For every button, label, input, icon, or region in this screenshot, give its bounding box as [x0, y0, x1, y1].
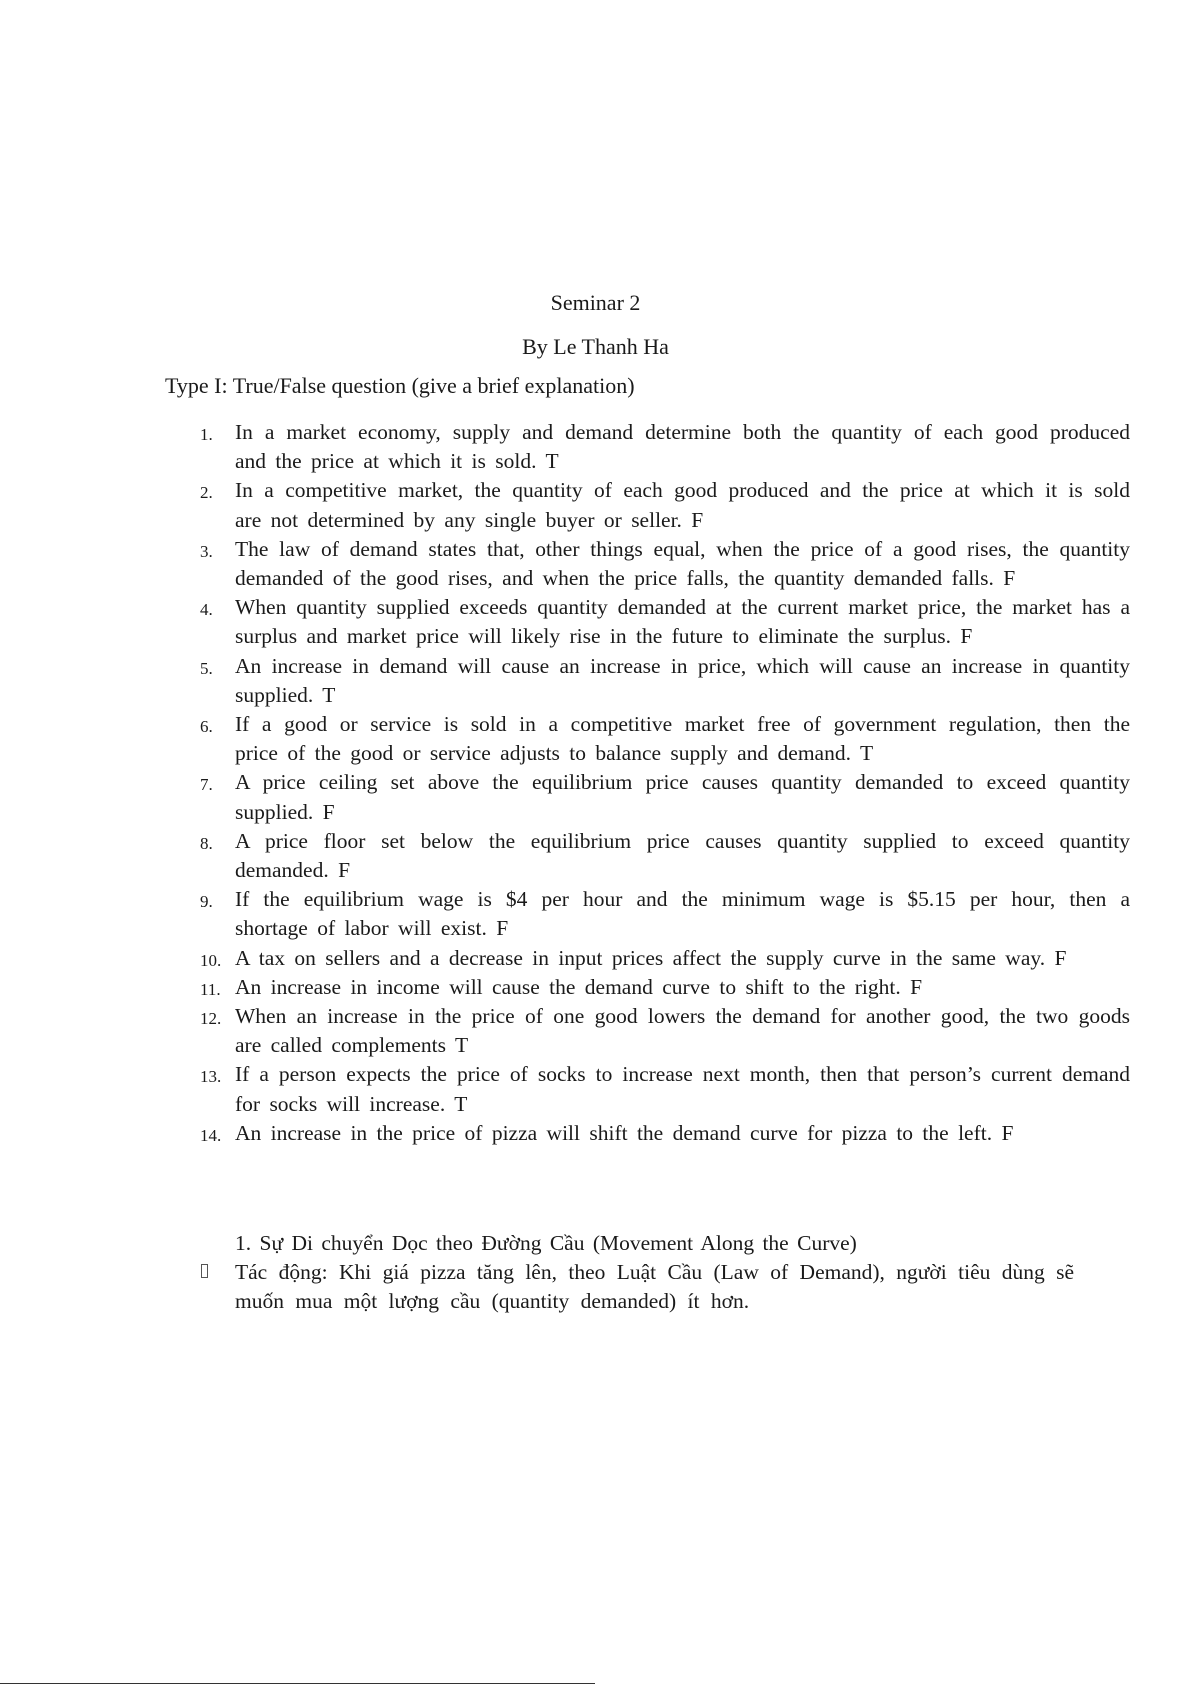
question-number: 4.: [200, 600, 213, 620]
question-item: [200, 710, 1130, 768]
question-number: 1.: [200, 425, 213, 444]
page-bottom-rule: [0, 1683, 595, 1684]
question-number: 5.: [200, 658, 213, 678]
section-heading: Type I: True/False question (give a brief explanation): [165, 373, 635, 398]
question-text: A tax on sellers and a decrease in input prices affect the supply curve in the same way. F: [235, 945, 1067, 970]
question-text: If a person expects the price of socks to increase next month, then that person’s current demand for socks will increase. T: [235, 1062, 1130, 1116]
question-text: If a good or service is sold in a competitive market free of government regulation, then the price of the good or service adjusts to balance supply and demand. T: [235, 712, 1130, 766]
question-item: [200, 418, 1130, 476]
question-text: An increase in the price of pizza will shift the demand curve for pizza to the left. F: [235, 1120, 1014, 1145]
question-text: An increase in income will cause the demand curve to shift to the right. F: [235, 974, 923, 999]
question-number: 7.: [200, 775, 213, 795]
question-number: 10.: [200, 950, 222, 970]
question-text: The law of demand states that, other things equal, when the price of a good rises, the quantity demanded of the good rises, and when the price falls, the quantity demanded falls. F: [235, 536, 1130, 591]
document-title: Seminar 2: [550, 290, 641, 315]
question-text: A price ceiling set above the equilibrium price causes quantity demanded to exceed quantity supplied. F: [235, 770, 1130, 824]
question-text: If the equilibrium wage is $4 per hour and the minimum wage is $5.15 per hour, then a shortage of labor will exist. F: [235, 887, 1130, 941]
question-text: In a market economy, supply and demand determine both the quantity of each good produced and the price at which it is sold. T: [235, 420, 1130, 474]
question-item: [200, 1002, 1130, 1060]
question-number: 8.: [200, 833, 213, 853]
question-number: 2.: [200, 483, 213, 503]
question-item: [200, 827, 1130, 885]
question-item: [200, 476, 1130, 534]
question-item: [200, 885, 1130, 943]
question-item: [200, 593, 1130, 651]
question-item: [200, 944, 1130, 973]
question-text: When quantity supplied exceeds quantity demanded at the current market price, the market has a surplus and market price will likely rise in the future to eliminate the surplus. F: [235, 595, 1130, 649]
question-number: 9.: [200, 892, 213, 912]
question-item: [200, 535, 1130, 593]
document-author: By Le Thanh Ha: [522, 334, 669, 359]
answer-notes: [200, 1229, 1130, 1317]
question-list: [200, 418, 1130, 1148]
question-number: 6.: [200, 717, 213, 737]
question-item: [200, 1119, 1130, 1148]
question-text: A price floor set below the equilibrium price causes quantity supplied to exceed quantity demanded. F: [235, 828, 1130, 883]
question-number: 13.: [200, 1067, 222, 1087]
question-text: An increase in demand will cause an increase in price, which will cause an increase in quantity supplied. T: [235, 653, 1130, 707]
question-text: In a competitive market, the quantity of each good produced and the price at which it is sold are not determined by any single buyer or seller. F: [235, 478, 1130, 532]
question-text: When an increase in the price of one good lowers the demand for another good, the two goods are called complements T: [235, 1004, 1130, 1058]
question-number: 3.: [200, 541, 213, 561]
notes-bullet-text: Tác động: Khi giá pizza tăng lên, theo Luật Cầu (Law of Demand), người tiêu dùng sẽ muốn mua một lượng cầu (quantity demanded) ít hơn.: [235, 1260, 1075, 1314]
question-item: [200, 973, 1130, 1002]
question-item: [200, 652, 1130, 710]
question-number: 11.: [200, 979, 221, 999]
missing-glyph-box-icon: [201, 1264, 208, 1278]
notes-subheading: 1. Sự Di chuyển Dọc theo Đường Cầu (Movement Along the Curve): [235, 1231, 857, 1255]
notes-bullet-row: [200, 1258, 1130, 1316]
question-item: [200, 768, 1130, 826]
question-item: [200, 1060, 1130, 1118]
question-number: 14.: [200, 1125, 222, 1145]
question-number: 12.: [200, 1009, 222, 1029]
